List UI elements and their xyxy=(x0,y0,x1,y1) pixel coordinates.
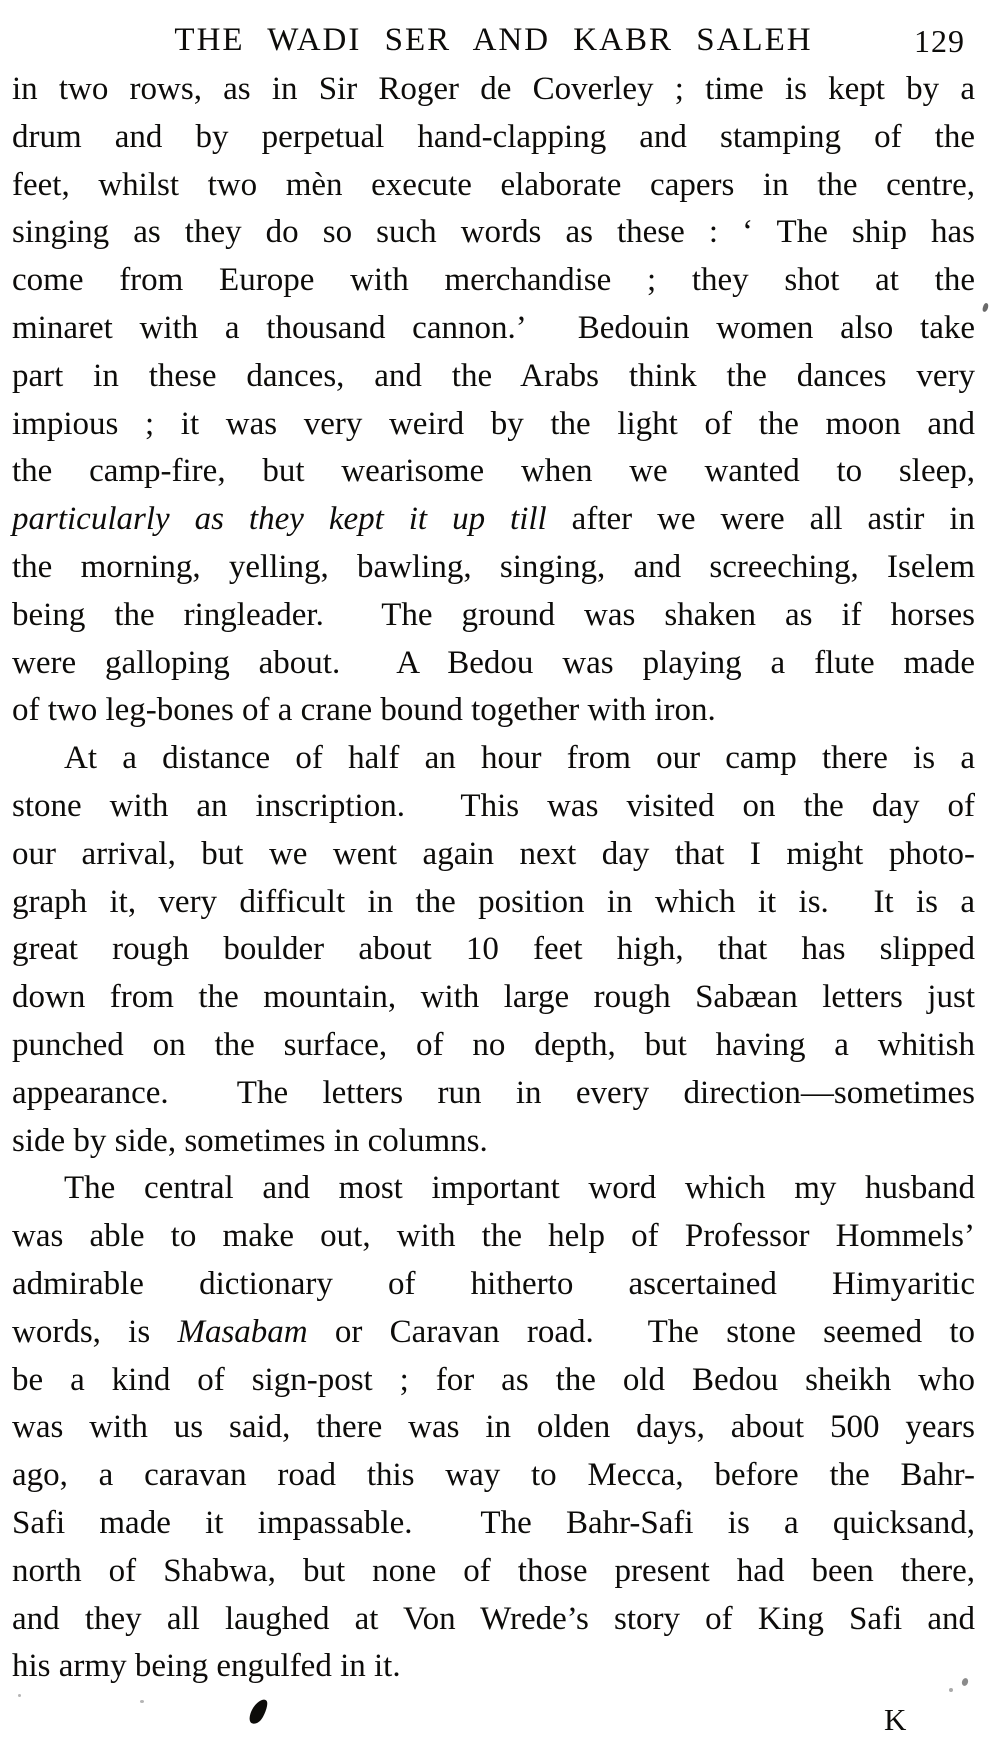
text-segment: the camp-fire, but wearisome when we wanted to sleep, xyxy=(12,453,975,490)
printer-signature-mark: K xyxy=(884,1702,907,1737)
text-line xyxy=(12,353,975,401)
text-line xyxy=(12,783,975,831)
text-segment: be a kind of sign-post ; for as the old Bedou sheikh who xyxy=(12,1361,975,1398)
text-segment: side by side, sometimes in columns. xyxy=(12,1122,488,1159)
text-segment: drum and by perpetual hand-clapping and stamping of the xyxy=(12,118,975,155)
text-line xyxy=(12,1357,975,1405)
text-line xyxy=(12,1261,975,1309)
scan-speck xyxy=(982,303,989,313)
page-number: 129 xyxy=(914,23,965,59)
text-segment: graph it, very difficult in the position in which it is. It is a xyxy=(12,883,975,920)
text-segment: come from Europe with merchandise ; they shot at the xyxy=(12,262,975,299)
text-segment: our arrival, but we went again next day that I might photo- xyxy=(12,835,975,872)
text-line xyxy=(12,1118,975,1166)
running-title: THE WADI SER AND KABR SALEH xyxy=(174,22,813,58)
text-segment: great rough boulder about 10 feet high, that has slipped xyxy=(12,931,975,968)
text-line xyxy=(12,162,975,210)
ink-blot-artifact xyxy=(246,1697,270,1727)
text-segment: words, is xyxy=(12,1313,178,1350)
text-segment: his army being engulfed in it. xyxy=(12,1648,401,1685)
text-line xyxy=(12,305,975,353)
text-line xyxy=(12,687,975,735)
text-line xyxy=(12,1452,975,1500)
text-segment: singing as they do so such words as these : ‘ The ship has xyxy=(12,214,975,251)
text-line xyxy=(12,496,975,544)
text-segment: after we were all astir in xyxy=(546,501,975,538)
text-segment: admirable dictionary of hitherto ascertained Himyaritic xyxy=(12,1265,975,1302)
text-line xyxy=(12,640,975,688)
text-line xyxy=(12,209,975,257)
text-segment: ago, a caravan road this way to Mecca, before the Bahr- xyxy=(12,1457,975,1494)
text-segment: the morning, yelling, bawling, singing, and screeching, Iselem xyxy=(12,548,975,585)
scan-speck xyxy=(949,1688,953,1692)
scan-speck xyxy=(18,1694,21,1697)
text-line xyxy=(12,831,975,879)
text-segment: was with us said, there was in olden days, about 500 years xyxy=(12,1409,975,1446)
text-line xyxy=(12,401,975,449)
page-header xyxy=(12,22,975,62)
text-segment: Safi made it impassable. The Bahr-Safi is a quicksand, xyxy=(12,1504,975,1541)
text-line xyxy=(12,1548,975,1596)
text-line xyxy=(12,879,975,927)
text-segment: north of Shabwa, but none of those present had been there, xyxy=(12,1552,975,1589)
text-line xyxy=(12,114,975,162)
text-line xyxy=(12,926,975,974)
text-line xyxy=(12,1500,975,1548)
text-line xyxy=(12,448,975,496)
text-segment: appearance. The letters run in every direction—sometimes xyxy=(12,1074,975,1111)
text-line xyxy=(12,1643,975,1691)
text-segment: part in these dances, and the Arabs think the dances very xyxy=(12,357,975,394)
text-segment: stone with an inscription. This was visited on the day of xyxy=(12,787,975,824)
text-line xyxy=(12,1022,975,1070)
text-line xyxy=(12,1596,975,1644)
text-line xyxy=(12,1213,975,1261)
text-line xyxy=(12,544,975,592)
text-segment: or Caravan road. The stone seemed to xyxy=(307,1313,975,1350)
text-line xyxy=(12,974,975,1022)
text-segment: feet, whilst two mèn execute elaborate capers in the centre, xyxy=(12,166,975,203)
text-line xyxy=(12,66,975,114)
text-line xyxy=(12,735,975,783)
body-text xyxy=(12,66,975,1691)
italic-text-segment: particularly as they kept it up till xyxy=(12,501,547,538)
text-line xyxy=(12,1070,975,1118)
text-segment: in two rows, as in Sir Roger de Coverley ; time is kept by a xyxy=(12,71,975,107)
text-segment: down from the mountain, with large rough Sabæan letters just xyxy=(12,979,975,1016)
text-segment: minaret with a thousand cannon.’ Bedouin women also take xyxy=(12,309,975,346)
text-segment: was able to make out, with the help of Professor Hommels’ xyxy=(12,1218,975,1255)
text-line xyxy=(12,1309,975,1357)
text-segment: of two leg-bones of a crane bound together with iron. xyxy=(12,692,716,729)
scan-speck xyxy=(140,1700,144,1703)
italic-text-segment: Masabam xyxy=(177,1313,308,1350)
text-line xyxy=(12,257,975,305)
text-segment: and they all laughed at Von Wrede’s story of King Safi and xyxy=(12,1600,975,1637)
text-segment: being the ringleader. The ground was shaken as if horses xyxy=(12,596,975,633)
text-segment: impious ; it was very weird by the light of the moon and xyxy=(12,405,975,442)
text-segment: At a distance of half an hour from our camp there is a xyxy=(64,740,975,777)
text-line xyxy=(12,592,975,640)
text-line xyxy=(12,1404,975,1452)
text-segment: The central and most important word which my husband xyxy=(64,1170,975,1207)
text-segment: were galloping about. A Bedou was playing a flute made xyxy=(12,644,975,681)
text-line xyxy=(12,1165,975,1213)
text-segment: punched on the surface, of no depth, but having a whitish xyxy=(12,1026,975,1063)
